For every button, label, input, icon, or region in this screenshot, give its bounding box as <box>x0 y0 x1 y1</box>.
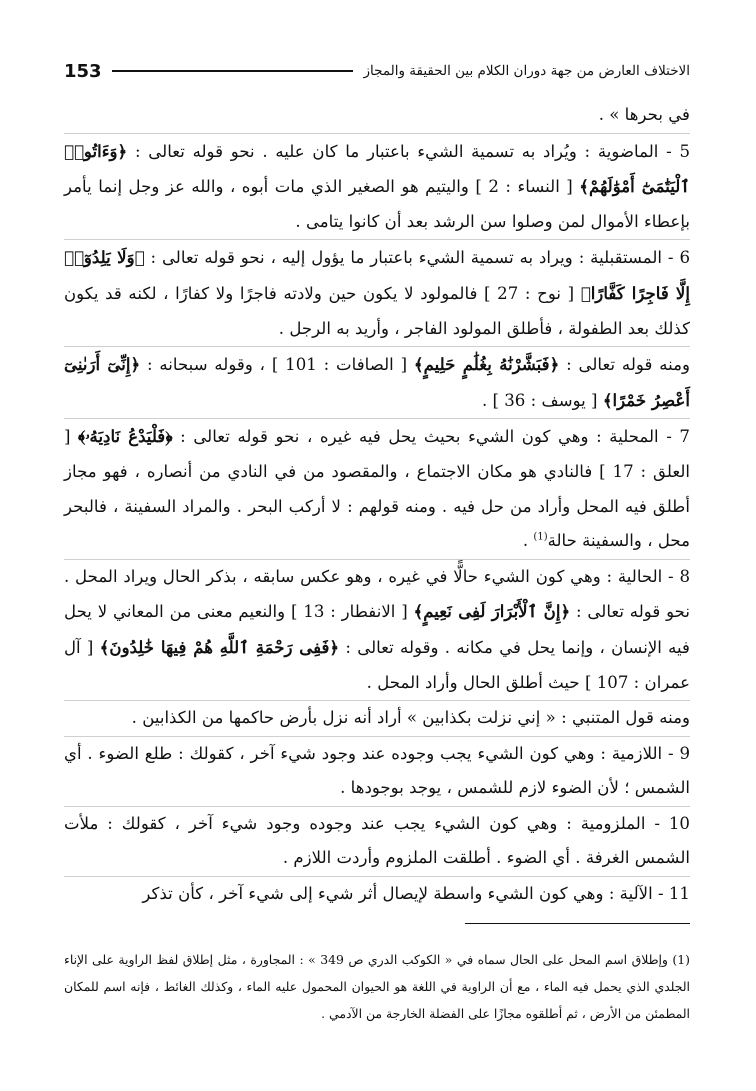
paragraph-6-mustaqbaliyya: 6 - المستقبلية : ويراد به تسمية الشيء باعتبار ما يؤول إليه ، نحو قوله تعالى : ﴿وَلَا يَلِدُوٓا۟ إِلَّا فَاجِرًا كَفَّارًا﴾ [ نوح : 27 ] فالمولود لا يكون حين ولادته فاجرًا ولا كفارًا ، لكنه قد يكون كذلك بعد الطفولة ، فأطلق المولود الفاجر ، وأريد به الرجل . <box>64 239 690 346</box>
paragraph-10-malzumiyya: 10 - الملزومية : وهي كون الشيء يجب عند وجوده وجود شيء آخر ، كقولك : ملأت الشمس الغرفة . أي الضوء . أطلقت الملزوم وأردت اللازم . <box>64 806 690 876</box>
header-rule <box>112 70 354 72</box>
paragraph-8-haliyya: 8 - الحالية : وهي كون الشيء حالًّا في غيره ، وهو عكس سابقه ، بذكر الحال ويراد المحل . نحو قوله تعالى : ﴿إِنَّ ٱلْأَبْرَارَ لَفِى نَعِيمٍ﴾ [ الانفطار : 13 ] والنعيم معنى من المعاني لا يحل فيه الإنسان ، وإنما يحل في مكانه . وقوله تعالى : ﴿فَفِى رَحْمَةِ ٱللَّهِ هُمْ فِيهَا خَٰلِدُونَ﴾ [ آل عمران : 107 ] حيث أطلق الحال وأراد المحل . <box>64 559 690 700</box>
paragraph-7-mahalliyya: 7 - المحلية : وهي كون الشيء بحيث يحل فيه غيره ، نحو قوله تعالى : ﴿فَلْيَدْعُ نَادِيَهُۥ﴾ [ العلق : 17 ] فالنادي هو مكان الاجتماع ، والمقصود من في النادي من أنصاره ، فهو مجاز أطلق فيه المحل وأراد من حل فيه . ومنه قولهم : لا أركب البحر . والمراد السفينة ، فالبحر محل ، والسفينة حالة$^{(1)}$ . <box>64 418 690 558</box>
paragraph-8-mutanabbi: ومنه قول المتنبي : « إني نزلت بكذابين » أراد أنه نزل بأرض حاكمها من الكذابين . <box>64 700 690 736</box>
paragraph-11-aliyya: 11 - الآلية : وهي كون الشيء واسطة لإيصال أثر شيء إلى شيء آخر ، كأن تذكر <box>64 876 690 912</box>
paragraph-5-madawiyya: 5 - الماضوية : ويُراد به تسمية الشيء باعتبار ما كان عليه . نحو قوله تعالى : ﴿وَءَاتُوا۟ ٱلْيَتَٰمَىٰٓ أَمْوَٰلَهُمْ﴾ [ النساء : 2 ] واليتيم هو الصغير الذي مات أبوه ، والله عز وجل إنما يأمر بإعطاء الأموال لمن وصلوا سن الرشد بعد أن كانوا يتامى . <box>64 133 690 240</box>
paragraph-6-examples: ومنه قوله تعالى : ﴿فَبَشَّرْنَٰهُ بِغُلَٰمٍ حَلِيمٍ﴾ [ الصافات : 101 ] ، وقوله سبحانه : ﴿إِنِّىٓ أَرَىٰنِىٓ أَعْصِرُ خَمْرًا﴾ [ يوسف : 36 ] . <box>64 346 690 418</box>
quran-verse: ﴿فَلْيَدْعُ نَادِيَهُۥ﴾ <box>78 426 173 447</box>
main-text <box>64 98 690 912</box>
footnote <box>64 946 690 1027</box>
quran-verse: ﴿إِنَّ ٱلْأَبْرَارَ لَفِى نَعِيمٍ﴾ <box>413 601 571 622</box>
quran-verse: ﴿وَءَاتُوا۟ ٱلْيَتَٰمَىٰٓ أَمْوَٰلَهُمْ﴾ <box>64 140 690 197</box>
footnote-1: (1) وإطلاق اسم المحل على الحال سماه في « الكوكب الدري ص 349 » : المجاورة ، مثل إطلاق لفظ الراوية على الإناء الجلدي الذي يحمل فيه الماء ، مع أن الراوية في اللغة هو الحيوان المحمول عليه الماء ، وكذلك الغائط ، فإنه اسم للمكان المطمئن من الأرض ، ثم أطلقوه مجازًا على الفضلة الخارجة من الآدمي . <box>64 952 690 1021</box>
paragraph-continuation: في بحرها » . <box>598 105 690 124</box>
quran-verse: ﴿وَلَا يَلِدُوٓا۟ إِلَّا فَاجِرًا كَفَّارًا﴾ <box>64 247 690 303</box>
page-header <box>64 54 690 88</box>
running-title: الاختلاف العارض من جهة دوران الكلام بين الحقيقة والمجاز <box>363 63 690 79</box>
quran-verse: ﴿إِنِّىٓ أَرَىٰنِىٓ أَعْصِرُ خَمْرًا﴾ <box>64 354 690 410</box>
quran-verse: ﴿فَبَشَّرْنَٰهُ بِغُلَٰمٍ حَلِيمٍ﴾ <box>413 354 560 375</box>
footnote-reference[interactable]: (1) <box>533 531 548 543</box>
paragraph-9-lazimiyya: 9 - اللازمية : وهي كون الشيء يجب وجوده عند وجود شيء آخر ، كقولك : طلع الضوء . أي الشمس ؛ لأن الضوء لازم للشمس ، يوجد بوجودها . <box>64 736 690 806</box>
quran-verse: ﴿فَفِى رَحْمَةِ ٱللَّهِ هُمْ فِيهَا خَٰلِدُونَ﴾ <box>99 636 340 657</box>
page-number: 153 <box>64 60 102 82</box>
footnote-separator <box>465 923 690 924</box>
